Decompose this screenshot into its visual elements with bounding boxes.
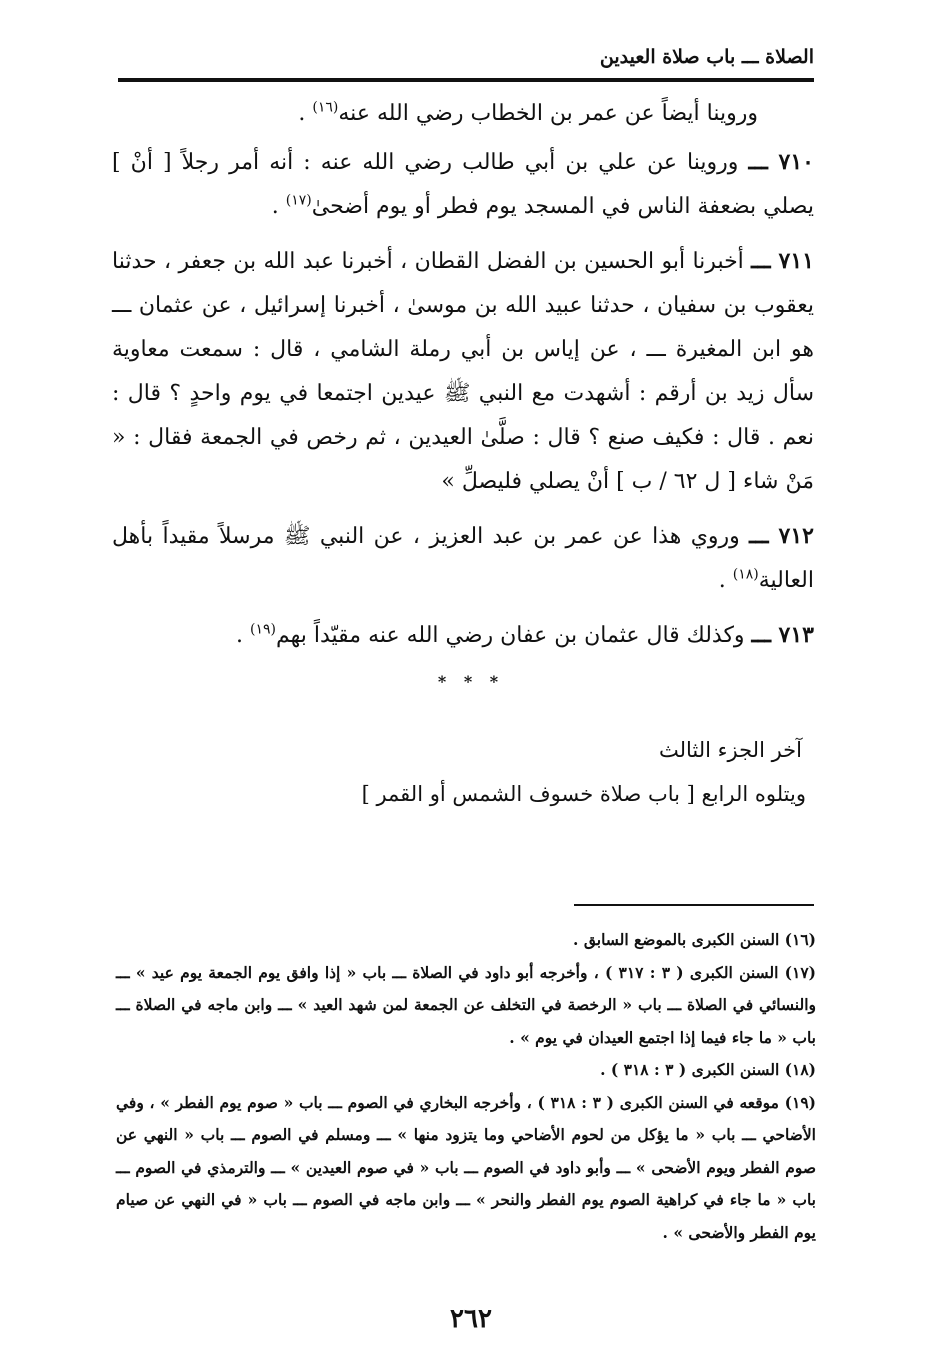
hadith-number: ٧١٢ ـــ [749,523,814,549]
footnote-ref: (١٦) [312,99,339,116]
footnote-divider [574,904,814,906]
paragraph-intro [112,92,814,136]
paragraph-end: . [718,568,733,593]
paragraph-text: وكذلك قال عثمان بن عفان رضي الله عنه مقيّداً بهم [275,623,752,648]
footnote-16: (١٦) السنن الكبرى بالموضع السابق . [573,930,816,949]
footnote-ref: (١٩) [249,621,276,638]
header-title: الصلاة ـــ باب صلاة العيدين [590,46,814,68]
page-number: ٢٦٢ [450,1304,492,1334]
hadith-number: ٧١٣ ـــ [751,622,814,648]
footnote-ref: (١٨) [732,566,759,583]
footnote-ref: (١٧) [285,192,312,209]
paragraph-712 [112,514,814,603]
volume-end-line: آخر الجزء الثالث [659,738,802,762]
paragraph-end: . [298,101,313,126]
paragraph-710 [112,140,814,229]
running-header [118,40,814,82]
main-text [112,92,814,668]
paragraph-end: . [271,194,286,219]
paragraph-713 [112,613,814,658]
paragraph-text: أخبرنا أبو الحسين بن الفضل القطان ، أخبرنا عبد الله بن جعفر ، حدثنا يعقوب بن سفيان ، حدثنا عبيد الله بن موسىٰ ، أخبرنا إسرائيل ، عن عثمان ـــ هو ابن المغيرة ـــ ، عن إياس بن أبي رملة الشامي ، قال : سمعت معاوية سأل زيد بن أرقم : أشهدت مع النبي ﷺ عيدين اجتمعا في يوم واحدٍ ؟ قال : نعم . قال : فكيف صنع ؟ قال : صلَّىٰ العيدين ، ثم رخص في الجمعة فقال : « مَنْ شاء [ ل ٦٢ / ب ] أنْ يصلي فليصلِّ » [112,249,814,494]
section-separator: * * * [437,672,505,691]
footnote-19: (١٩) موقعه في السنن الكبرى ( ٣ : ٣١٨ ) ، وأخرجه البخاري في الصوم ـــ باب « صوم يوم الفطر » ، وفي الأضاحي ـــ باب « ما يؤكل من لحوم الأضاحي وما يتزود منها » ـــ ومسلم في الصوم ـــ باب « النهي عن صوم الفطر ويوم الأضحى » ـــ وأبو داود في الصوم ـــ باب « في صوم العيدين » ـــ والترمذي في الصوم ـــ باب « ما جاء في كراهية الصوم يوم الفطر والنحر » ـــ وابن ماجه في الصوم ـــ باب « في النهي عن صيام يوم الفطر والأضحى » . [116,1092,816,1242]
volume-end-note [246,728,806,816]
paragraph-711 [112,239,814,504]
paragraph-text: وروينا عن علي بن أبي طالب رضي الله عنه : أنه أمر رجلاً [ أنْ ] يصلي بضعفة الناس في المسجد يوم فطر أو يوم أضحىٰ [112,150,814,219]
next-volume-line: ويتلوه الرابع [ باب صلاة خسوف الشمس أو القمر ] [361,782,806,806]
footnote-17: (١٧) السنن الكبرى ( ٣ : ٣١٧ ) ، وأخرجه أبو داود في الصلاة ـــ باب « إذا وافق يوم الجمعة يوم عيد » ـــ والنسائي في الصلاة ـــ باب « الرخصة في التخلف عن الجمعة لمن شهد العيد » ـــ وابن ماجه في الصلاة ـــ باب « ما جاء فيما إذا اجتمع العيدان في يوم » . [116,962,816,1047]
paragraph-text: وروينا أيضاً عن عمر بن الخطاب رضي الله عنه [338,101,758,126]
hadith-number: ٧١١ ـــ [751,248,814,274]
hadith-number: ٧١٠ ـــ [748,149,814,175]
footnote-18: (١٨) السنن الكبرى ( ٣ : ٣١٨ ) . [600,1060,816,1079]
paragraph-end: . [235,623,250,648]
paragraph-text: وروي هذا عن عمر بن عبد العزيز ، عن النبي ﷺ مرسلاً مقيداً بأهل العالية [112,524,814,593]
footnotes [116,924,816,1249]
